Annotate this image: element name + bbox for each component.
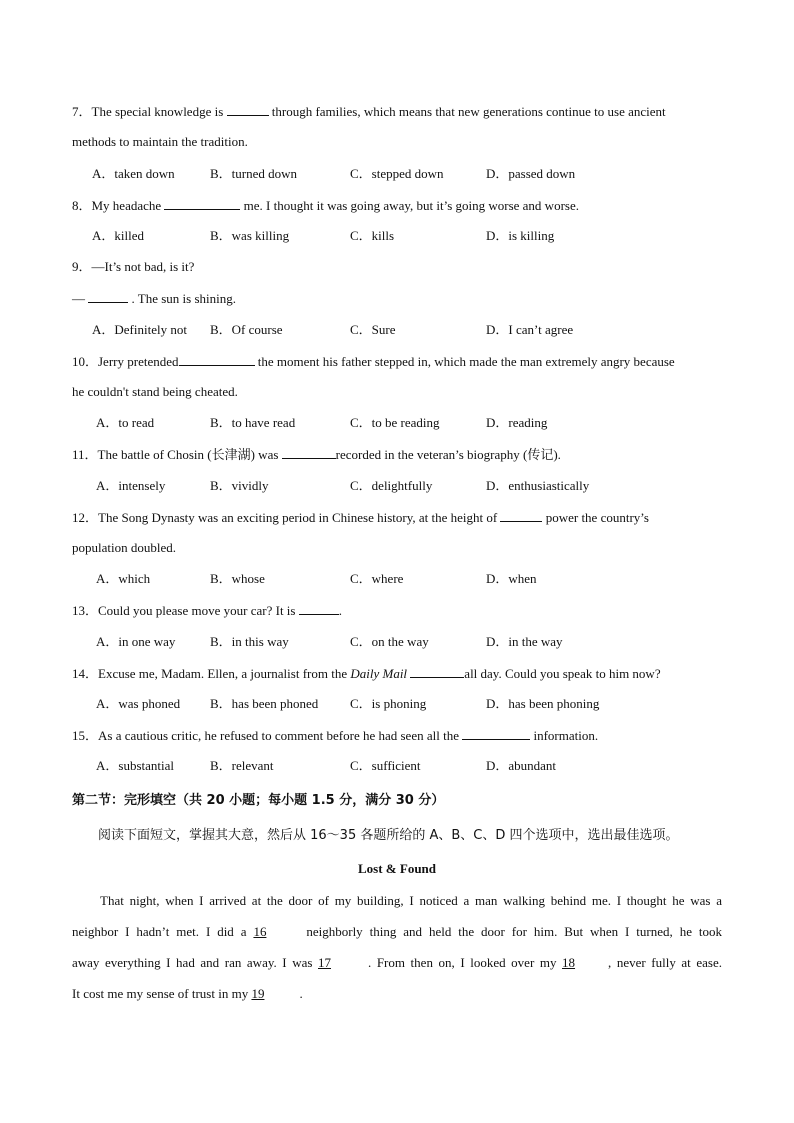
option-a: A．which	[96, 571, 151, 586]
question-text: power the country’s	[542, 510, 649, 525]
option-a: A．Definitely not	[92, 322, 187, 337]
answer-blank	[282, 446, 336, 459]
answer-blank	[179, 353, 255, 366]
answer-blank	[410, 665, 464, 678]
question-7-stem-cont: methods to maintain the tradition.	[72, 134, 248, 149]
option-b: B．relevant	[210, 758, 274, 773]
question-text: 12．The Song Dynasty was an exciting period in Chinese history, at the height of	[72, 510, 501, 525]
question-text: .	[338, 603, 342, 618]
option-c: C．is phoning	[350, 696, 427, 711]
answer-blank	[88, 290, 128, 303]
passage-text: neighborly thing and held the door for him. But when I turned, he took	[299, 924, 722, 939]
question-9-stem-cont	[72, 290, 236, 307]
option-a: A．killed	[92, 228, 144, 243]
option-c: C．stepped down	[350, 166, 444, 181]
passage-text: , never fully at ease.	[608, 955, 722, 970]
question-8-stem	[72, 197, 579, 214]
passage-text: . From then on, I looked over my	[368, 955, 563, 970]
newspaper-name: Daily Mail	[350, 666, 408, 681]
option-c: C．sufficient	[350, 758, 421, 773]
passage-text: .	[299, 986, 303, 1001]
option-b: B．to have read	[210, 415, 296, 430]
passage-title: Lost & Found	[357, 861, 437, 876]
option-c: C．to be reading	[350, 415, 440, 430]
question-text: 13．Could you please move your car? It is	[72, 603, 299, 618]
option-c: C．delightfully	[350, 478, 433, 493]
option-d: D．reading	[486, 415, 548, 430]
question-text: 14．Excuse me, Madam. Ellen, a journalist from the	[72, 666, 351, 681]
option-b: B．has been phoned	[210, 696, 319, 711]
passage-text: neighbor I hadn’t met. I did a	[72, 924, 254, 939]
question-text: —	[72, 291, 89, 306]
option-d: D．when	[486, 571, 537, 586]
option-a: A．intensely	[96, 478, 166, 493]
question-10-stem	[72, 353, 675, 370]
passage-text: That night, when I arrived at the door of my building, I noticed a man walking behind me. I thought he was a	[100, 893, 722, 908]
option-b: B．was killing	[210, 228, 290, 243]
passage-line	[72, 978, 722, 1009]
question-9-stem: 9．—It’s not bad, is it?	[72, 259, 195, 274]
question-11-stem	[72, 446, 561, 463]
option-b: B．vividly	[210, 478, 269, 493]
section-instruction: 阅读下面短文，掌握其大意，然后从 16～35 各题所给的 A、B、C、D 四个选项中，选出最佳选项。	[98, 828, 679, 843]
passage-text: It cost me my sense of trust in my	[72, 986, 252, 1001]
question-13-stem	[72, 602, 342, 619]
option-d: D．enthusiastically	[486, 478, 590, 493]
question-text: the moment his father stepped in, which made the man extremely angry because	[254, 354, 675, 369]
passage-body	[72, 885, 722, 1009]
option-c: C．Sure	[350, 322, 396, 337]
answer-blank	[500, 509, 542, 522]
passage-text: away everything I had and ran away. I was	[72, 955, 318, 970]
question-text: through families, which means that new generations continue to use ancient	[268, 104, 666, 119]
answer-blank	[164, 197, 240, 210]
option-a: A．in one way	[96, 634, 176, 649]
question-text: information.	[530, 728, 599, 743]
answer-blank	[462, 727, 530, 740]
question-text: 7．The special knowledge is	[72, 104, 227, 119]
option-a: A．to read	[96, 415, 155, 430]
option-c: C．where	[350, 571, 404, 586]
question-12-stem-cont: population doubled.	[72, 540, 176, 555]
option-b: B．whose	[210, 571, 265, 586]
question-text: 11．The battle of Chosin (长津湖) was	[72, 447, 282, 462]
passage-line	[72, 885, 722, 916]
passage-line	[72, 916, 722, 947]
answer-blank	[299, 602, 339, 615]
option-a: A．substantial	[96, 758, 174, 773]
option-d: D．has been phoning	[486, 696, 600, 711]
answer-blank	[227, 103, 269, 116]
option-c: C．on the way	[350, 634, 429, 649]
option-b: B．Of course	[210, 322, 283, 337]
blank-number: 19	[251, 986, 265, 1001]
option-d: D．in the way	[486, 634, 563, 649]
blank-number: 17	[318, 955, 331, 970]
option-d: D．is killing	[486, 228, 555, 243]
question-text: recorded in the veteran’s biography (传记).	[335, 447, 561, 462]
passage-line	[72, 947, 722, 978]
question-12-stem	[72, 509, 649, 526]
question-15-stem	[72, 727, 598, 744]
option-b: B．turned down	[210, 166, 298, 181]
question-text: me. I thought it was going away, but it’s going worse and worse.	[240, 198, 579, 213]
question-text: 8．My headache	[72, 198, 165, 213]
option-b: B．in this way	[210, 634, 289, 649]
question-text: . The sun is shining.	[128, 291, 236, 306]
option-a: A．taken down	[92, 166, 175, 181]
option-c: C．kills	[350, 228, 395, 243]
question-text: 15．As a cautious critic, he refused to comment before he had seen all the	[72, 728, 463, 743]
blank-number: 16	[253, 924, 267, 939]
option-a: A．was phoned	[96, 696, 181, 711]
option-d: D．passed down	[486, 166, 576, 181]
option-d: D．I can’t agree	[486, 322, 574, 337]
question-14-stem	[72, 665, 661, 682]
question-text: 10．Jerry pretended	[72, 354, 179, 369]
section-heading: 第二节：完形填空（共 20 小题；每小题 1.5 分，满分 30 分）	[72, 793, 445, 808]
question-7-stem	[72, 103, 666, 120]
blank-number: 18	[562, 955, 576, 970]
question-10-stem-cont: he couldn't stand being cheated.	[72, 384, 238, 399]
question-text: all day. Could you speak to him now?	[464, 666, 661, 681]
option-d: D．abundant	[486, 758, 557, 773]
